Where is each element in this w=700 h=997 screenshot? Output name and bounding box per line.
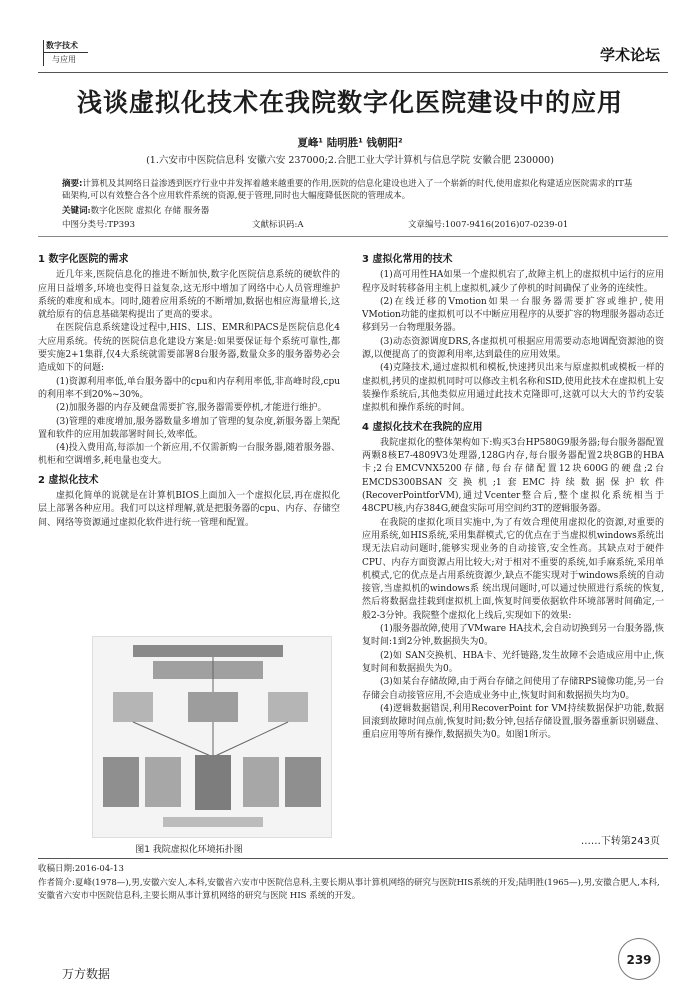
paragraph: (4)克隆技术,通过虚拟机和模板,快速拷贝出来与原虚拟机或模板一样的虚拟机,拷贝的虚拟机同时可以修改主机名称和SID,使用此技术在虚拟机上安装操作系统后,其他类似应用通过此技术克隆即可,这就可以大大的节约安装虚拟机和操作系统的时间。 bbox=[362, 363, 664, 414]
footer-rule bbox=[38, 858, 668, 859]
affiliation: (1.六安市中医院信息科 安徽六安 237000;2.合肥工业大学计算机与信息学院 安徽合肥 230000) bbox=[146, 155, 554, 166]
paragraph: 在医院信息系统建设过程中,HIS、LIS、EMR和PACS是医院信息化4大应用系统。传统的医院信息化建设方案是:如果要保证每个系统可靠性,都要实施2+1集群,仅4大系统就需要部署8台服务器,数量众多的服务器势必会造成如下的问题: bbox=[38, 323, 340, 374]
keywords-text: 数字化医院 虚拟化 存储 服务器 bbox=[90, 206, 210, 216]
author-bio: 作者简介:夏峰(1978—),男,安徽六安人,本科,安徽省六安市中医院信息科,主要长期从事计算机网络的研究与医院HIS系统的开发;陆明胜(1965—),男,安徽合肥人,本科,安徽省六安市中医院信息科,主要长期从事计算机网络的研究与医院 HIS 系统的开发。 bbox=[38, 878, 660, 901]
section-heading: 4 虚拟化技术在我院的应用 bbox=[362, 421, 483, 433]
section-tag: 学术论坛 bbox=[599, 46, 660, 64]
figure-caption: 图1 我院虚拟化环境拓扑图 bbox=[135, 845, 243, 855]
logo-line-2: 与应用 bbox=[52, 55, 76, 64]
paragraph: 虚拟化简单的说就是在计算机BIOS上面加入一个虚拟化层,再在虚拟化层上部署各种应用。我们可以这样理解,就是把服务器的cpu、内存、存储空间、网络等资源通过虚拟化软件进行统一管理和配置。 bbox=[38, 491, 340, 528]
paragraph: (2)如 SAN交换机、HBA卡、光纤链路,发生故障不会造成应用中止,恢复时间和数据损失为0。 bbox=[362, 650, 664, 674]
abstract-label: 摘要: bbox=[62, 179, 83, 189]
paragraph: (2)加服务器的内存及硬盘需要扩容,服务器需要停机,才能进行维护。 bbox=[56, 403, 327, 414]
abstract-text: 计算机及其网络日益渗透到医疗行业中并发挥着越来越重要的作用,医院的信息化建设也进入了一个崭新的时代,使用虚拟化构建适应医院需求的IT基础架构,可以有效整合各个应用软件系统的资源,便于管理,同时也大幅度降低医院的管理成本。 bbox=[62, 179, 633, 201]
article-id: 文章编号:1007-9416(2016)07-0239-01 bbox=[408, 220, 569, 230]
paragraph: (3)动态资源调度DRS,各虚拟机可根据应用需要动态地调配资源池的资源,以便提高了的资源利用率,达到最佳的应用效果。 bbox=[362, 336, 664, 361]
paragraph: (3)管理的难度增加,服务器数量多增加了管理的复杂度,新服务器上架配置和软件的应用加载部署时间长,效率低。 bbox=[38, 416, 340, 440]
paragraph: (1)资源利用率低,单台服务器中的cpu和内存利用率低,非高峰时段,cpu的利用率不到20%~30%。 bbox=[38, 376, 340, 400]
storage-cabinet-icon bbox=[103, 757, 139, 807]
storage-cabinet-icon bbox=[243, 757, 279, 807]
server-rack-icon bbox=[133, 645, 283, 657]
network-topology-diagram bbox=[93, 637, 331, 837]
section-heading: 1 数字化医院的需求 bbox=[38, 254, 129, 265]
storage-cabinet-icon bbox=[145, 757, 181, 807]
received-date: 收稿日期:2016-04-13 bbox=[38, 864, 124, 874]
section-heading: 2 虚拟化技术 bbox=[38, 474, 99, 486]
switch-icon bbox=[268, 692, 308, 722]
abstract bbox=[62, 178, 638, 202]
paragraph: (1)服务器故障,使用了VMware HA技术,会自动切换到另一台服务器,恢复时间:1到2分钟,数据损失为0。 bbox=[362, 624, 664, 648]
switch-icon bbox=[113, 692, 153, 722]
server-cabinet-icon bbox=[195, 755, 231, 810]
right-column bbox=[362, 248, 664, 743]
keywords-label: 关键词: bbox=[62, 206, 91, 216]
paragraph: (2)在线迁移的Vmotion如果一台服务器需要扩容或维护,使用 VMotion功能的虚拟机可以不中断应用程序的从要扩容的物理服务器动态迁移到另一台物理服务器。 bbox=[362, 296, 664, 334]
paragraph: 近几年来,医院信息化的推进不断加快,数字化医院信息系统的硬软件的应用日益增多,环境也变得日益复杂,这无形中增加了网络中心人员管理维护系统的难度和成本。同时,随着应用系统的不断增加,数据也相应海量增长,这就给原有的信息基础架构提出了更高的要求。 bbox=[38, 270, 340, 321]
clc-number: 中图分类号:TP393 bbox=[62, 220, 135, 230]
switch-icon bbox=[188, 692, 238, 722]
topology-figure bbox=[92, 636, 332, 838]
paragraph: (4)投入费用高,每添加一个新应用,不仅需新购一台服务器,随着服务器、机柜和空调增多,耗电量也变大。 bbox=[38, 443, 340, 467]
storage-cabinet-icon bbox=[285, 757, 321, 807]
continued-note: ……下转第243页 bbox=[580, 836, 660, 847]
paragraph: (1)高可用性HA如果一个虚拟机宕了,故障主机上的虚拟机中运行的应用程序及时转移备用主机上虚拟机,减少了停机的时间确保了业务的连续性。 bbox=[362, 270, 664, 294]
logo-line-1: 数字技术 bbox=[46, 41, 78, 50]
server-rack-icon bbox=[153, 661, 263, 679]
article-title: 浅谈虚拟化技术在我院数字化医院建设中的应用 bbox=[76, 88, 623, 117]
watermark: 万方数据 bbox=[62, 967, 111, 981]
header-rule bbox=[38, 72, 668, 73]
authors: 夏峰¹ 陆明胜¹ 钱朝阳² bbox=[297, 137, 403, 149]
paragraph: (4)逻辑数据错误,利用RecoverPoint for VM持续数据保护功能,数据回滚到故障时间点前,恢复时间;数分钟,包括存储设置,服务器重新识别磁盘、重启应用等所有操作,数据损失为0。如图1所示。 bbox=[362, 703, 664, 741]
page-number: 239 bbox=[618, 938, 660, 980]
paragraph: (3)如某台存储故障,由于两台存储之间使用了存储RPS镜像功能,另一台存储会自动接管应用,不会造成业务中止,恢复时间和数据损失均为0。 bbox=[362, 677, 664, 701]
paragraph: 在我院的虚拟化项目实施中,为了有效合理使用虚拟化的资源,对重要的应用系统,如HIS系统,采用集群模式,它的优点在于当虚拟机windows系统出现无法启动问题时,能够实现业务的自动接管,安全性高。其缺点对于硬件CPU、内存方面资源占用比较大;对于相对不重要的系统,如手麻系统,采用单机模式,它的优点是占用系统资源少,缺点不能实现对于windows系统的自动接管,当虚拟机的windows系 统出现问题时,可以通过快照进行系统的恢复,然后将数据盘挂载到虚拟机上面,恢复时间要依据软件环境部署时间确定,一般2-3分钟。我院整个虚拟化上线后,实现如下的效果: bbox=[362, 517, 664, 621]
section-heading: 3 虚拟化常用的技术 bbox=[362, 254, 453, 265]
abstract-divider bbox=[38, 236, 668, 237]
document-code: 文献标识码:A bbox=[252, 220, 304, 230]
paragraph: 我院虚拟化的整体架构如下:购买3台HP580G9服务器;每台服务器配置两颗8核E7-4809V3处理器,128G内存,每台服务器配置2块8GB的HBA卡;2台EMCVNX5200存储,每台存储配置12块600G的硬盘;2台EMCDS300BSAN交换机;1套EMC持续数据保护软件(RecoverPointforVM),通过Vcenter整合后,整个虚拟化系统相当于48CPU核,内存384G,硬盘实际可用空间约3T的逻辑服务器。 bbox=[362, 437, 664, 515]
keywords bbox=[62, 204, 209, 216]
journal-logo bbox=[38, 40, 98, 68]
left-column bbox=[38, 248, 340, 530]
